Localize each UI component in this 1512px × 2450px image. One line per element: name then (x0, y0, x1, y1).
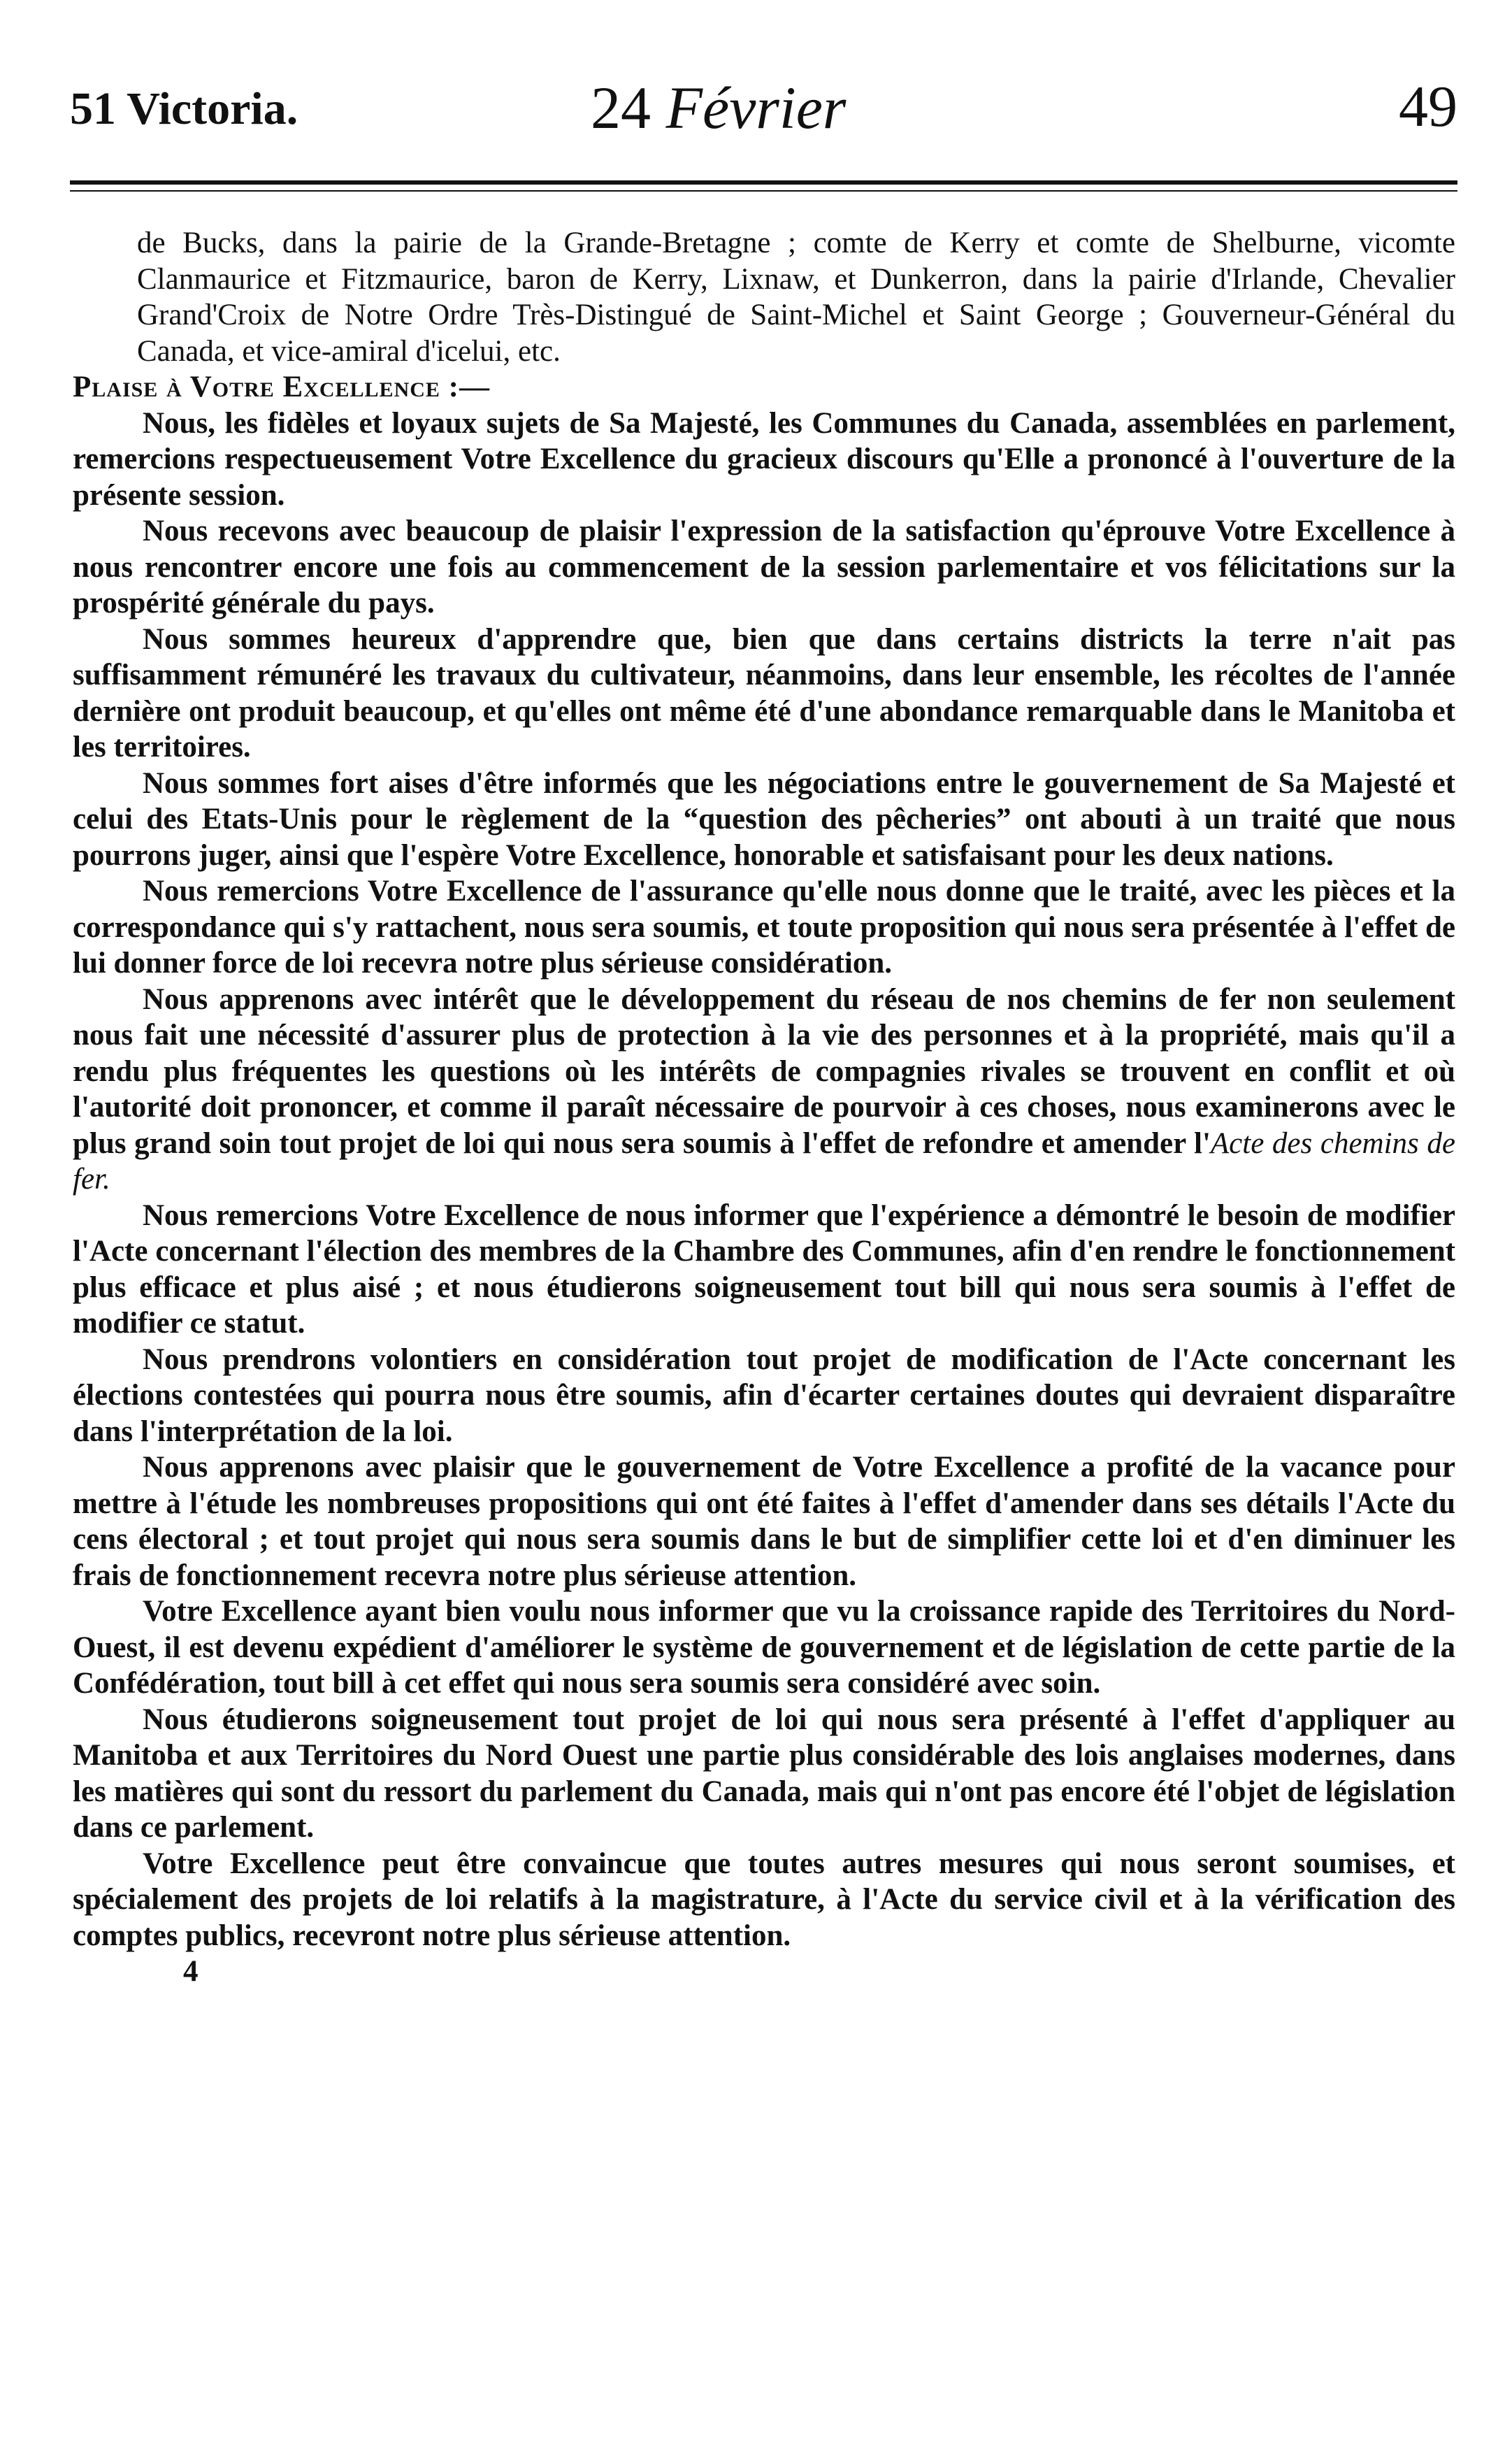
paragraph-8: Nous prendrons volontiers en considération tout projet de modification de l'Acte concernant les élections contestées qui pourra nous être soumis, afin d'écarter certaines doutes qui devraient disparaître dans l'interprétation de la loi. (73, 1342, 1455, 1448)
paragraph-5: Nous remercions Votre Excellence de l'assurance qu'elle nous donne que le traité, avec les pièces et la correspondance qui s'y rattachent, nous sera soumis, et toute proposition qui nous sera présentée à l'effet de lui donner force de loi recevra notre plus sérieuse considération. (73, 875, 1455, 980)
paragraph-2: Nous recevons avec beaucoup de plaisir l'expression de la satisfaction qu'éprouve Votre Excellence à nous rencontrer encore une fois au commencement de la session parlementaire et vos félicitations sur la prospérité générale du pays. (73, 515, 1455, 619)
header-rule-thick (70, 180, 1457, 185)
intro-text: de Bucks, dans la pairie de la Grande-Bretagne ; comte de Kerry et comte de Shelburne, vicomte Clanmaurice et Fitzmaurice, baron de Kerry, Lixnaw, et Dunkerron, dans la pairie d'Irlande, Chevalier Grand'Croix de Notre Ordre Très-Distingué de Saint-Michel et Saint George ; Gouverneur-Général du Canada, et vice-amiral d'icelui, etc. (137, 227, 1455, 368)
paragraph-12: Votre Excellence peut être convaincue que toutes autres mesures qui nous seront soumises, et spécialement des projets de loi relatifs à la magistrature, à l'Acte du service civil et à la vérification des comptes publics, recevront notre plus sérieuse attention. (73, 1847, 1455, 1952)
date-month: Février (665, 74, 847, 141)
page-header (70, 55, 1457, 145)
paragraph-4: Nous sommes fort aises d'être informés que les négociations entre le gouvernement de Sa Majesté et celui des Etats-Unis pour le règlement de la “question des pêcheries” ont abouti à un traité que nous pourrons juger, ainsi que l'espère Votre Excellence, honorable et satisfaisant pour les deux nations. (73, 766, 1455, 872)
page-body (73, 225, 1455, 1990)
paragraph-1: Nous, les fidèles et loyaux sujets de Sa Majesté, les Communes du Canada, assemblées en parlement, remercions respectueusement Votre Excellence du gracieux discours qu'Elle a prononcé à l'ouverture de la présente session. (73, 406, 1455, 512)
paragraph-10: Votre Excellence ayant bien voulu nous informer que vu la croissance rapide des Territoires du Nord-Ouest, il est devenu expédient d'améliorer le système de gouvernement et de législation de cette partie de la Confédération, tout bill à cet effet qui nous sera soumis sera considéré avec soin. (73, 1595, 1455, 1700)
signature-mark: 4 (183, 1955, 199, 1988)
paragraph-9: Nous apprenons avec plaisir que le gouvernement de Votre Excellence a profité de la vacance pour mettre à l'étude les nombreuses propositions qui ont été faites à l'effet d'amender dans ses détails l'Acte du cens électoral ; et tout projet qui nous sera soumis dans le but de simplifier cette loi et d'en diminuer les frais de fonctionnement recevra notre plus sérieuse attention. (73, 1451, 1455, 1592)
paragraph-6 (73, 982, 1455, 1198)
regnal-year: 51 Victoria. (70, 83, 298, 134)
paragraph-3: Nous sommes heureux d'apprendre que, bien que dans certains districts la terre n'ait pas suffisamment rémunéré les travaux du cultivateur, néanmoins, dans leur ensemble, les récoltes de l'année dernière ont produit beaucoup, et qu'elles ont même été d'une abondance remarquable dans le Manitoba et les territoires. (73, 622, 1455, 764)
paragraph-7: Nous remercions Votre Excellence de nous informer que l'expérience a démontré le besoin de modifier l'Acte concernant l'élection des membres de la Chambre des Communes, afin d'en rendre le fonctionnement plus efficace et plus aisé ; et nous étudierons soigneusement tout bill qui nous sera soumis à l'effet de modifier ce statut. (73, 1198, 1455, 1340)
address-heading: Plaise à Votre Excellence :— (73, 371, 490, 403)
date-heading (591, 73, 846, 143)
date-day: 24 (591, 74, 651, 141)
header-rule-thin (70, 190, 1457, 192)
paragraph-6-text: Nous apprenons avec intérêt que le développement du réseau de nos chemins de fer non seulement nous fait une nécessité d'assurer plus de protection à la vie des personnes et à la propriété, mais qu'il a rendu plus fréquentes les questions où les intérêts de compagnies rivales se trouvent en conflit et où l'autorité doit prononcer, et comme il paraît nécessaire de pourvoir à ces choses, nous examinerons avec le plus grand soin tout projet de loi qui nous sera soumis à l'effet de refondre et amender l' (73, 982, 1455, 1160)
paragraph-11: Nous étudierons soigneusement tout projet de loi qui nous sera présenté à l'effet d'appliquer au Manitoba et aux Territoires du Nord Ouest une partie plus considérable des lois anglaises modernes, dans les matières qui sont du ressort du parlement du Canada, mais qui n'ont pas encore été l'objet de législation dans ce parlement. (73, 1703, 1455, 1844)
railway-act-title: Acte des chemins de fer. (73, 1126, 1455, 1196)
page-number: 49 (1399, 74, 1457, 139)
